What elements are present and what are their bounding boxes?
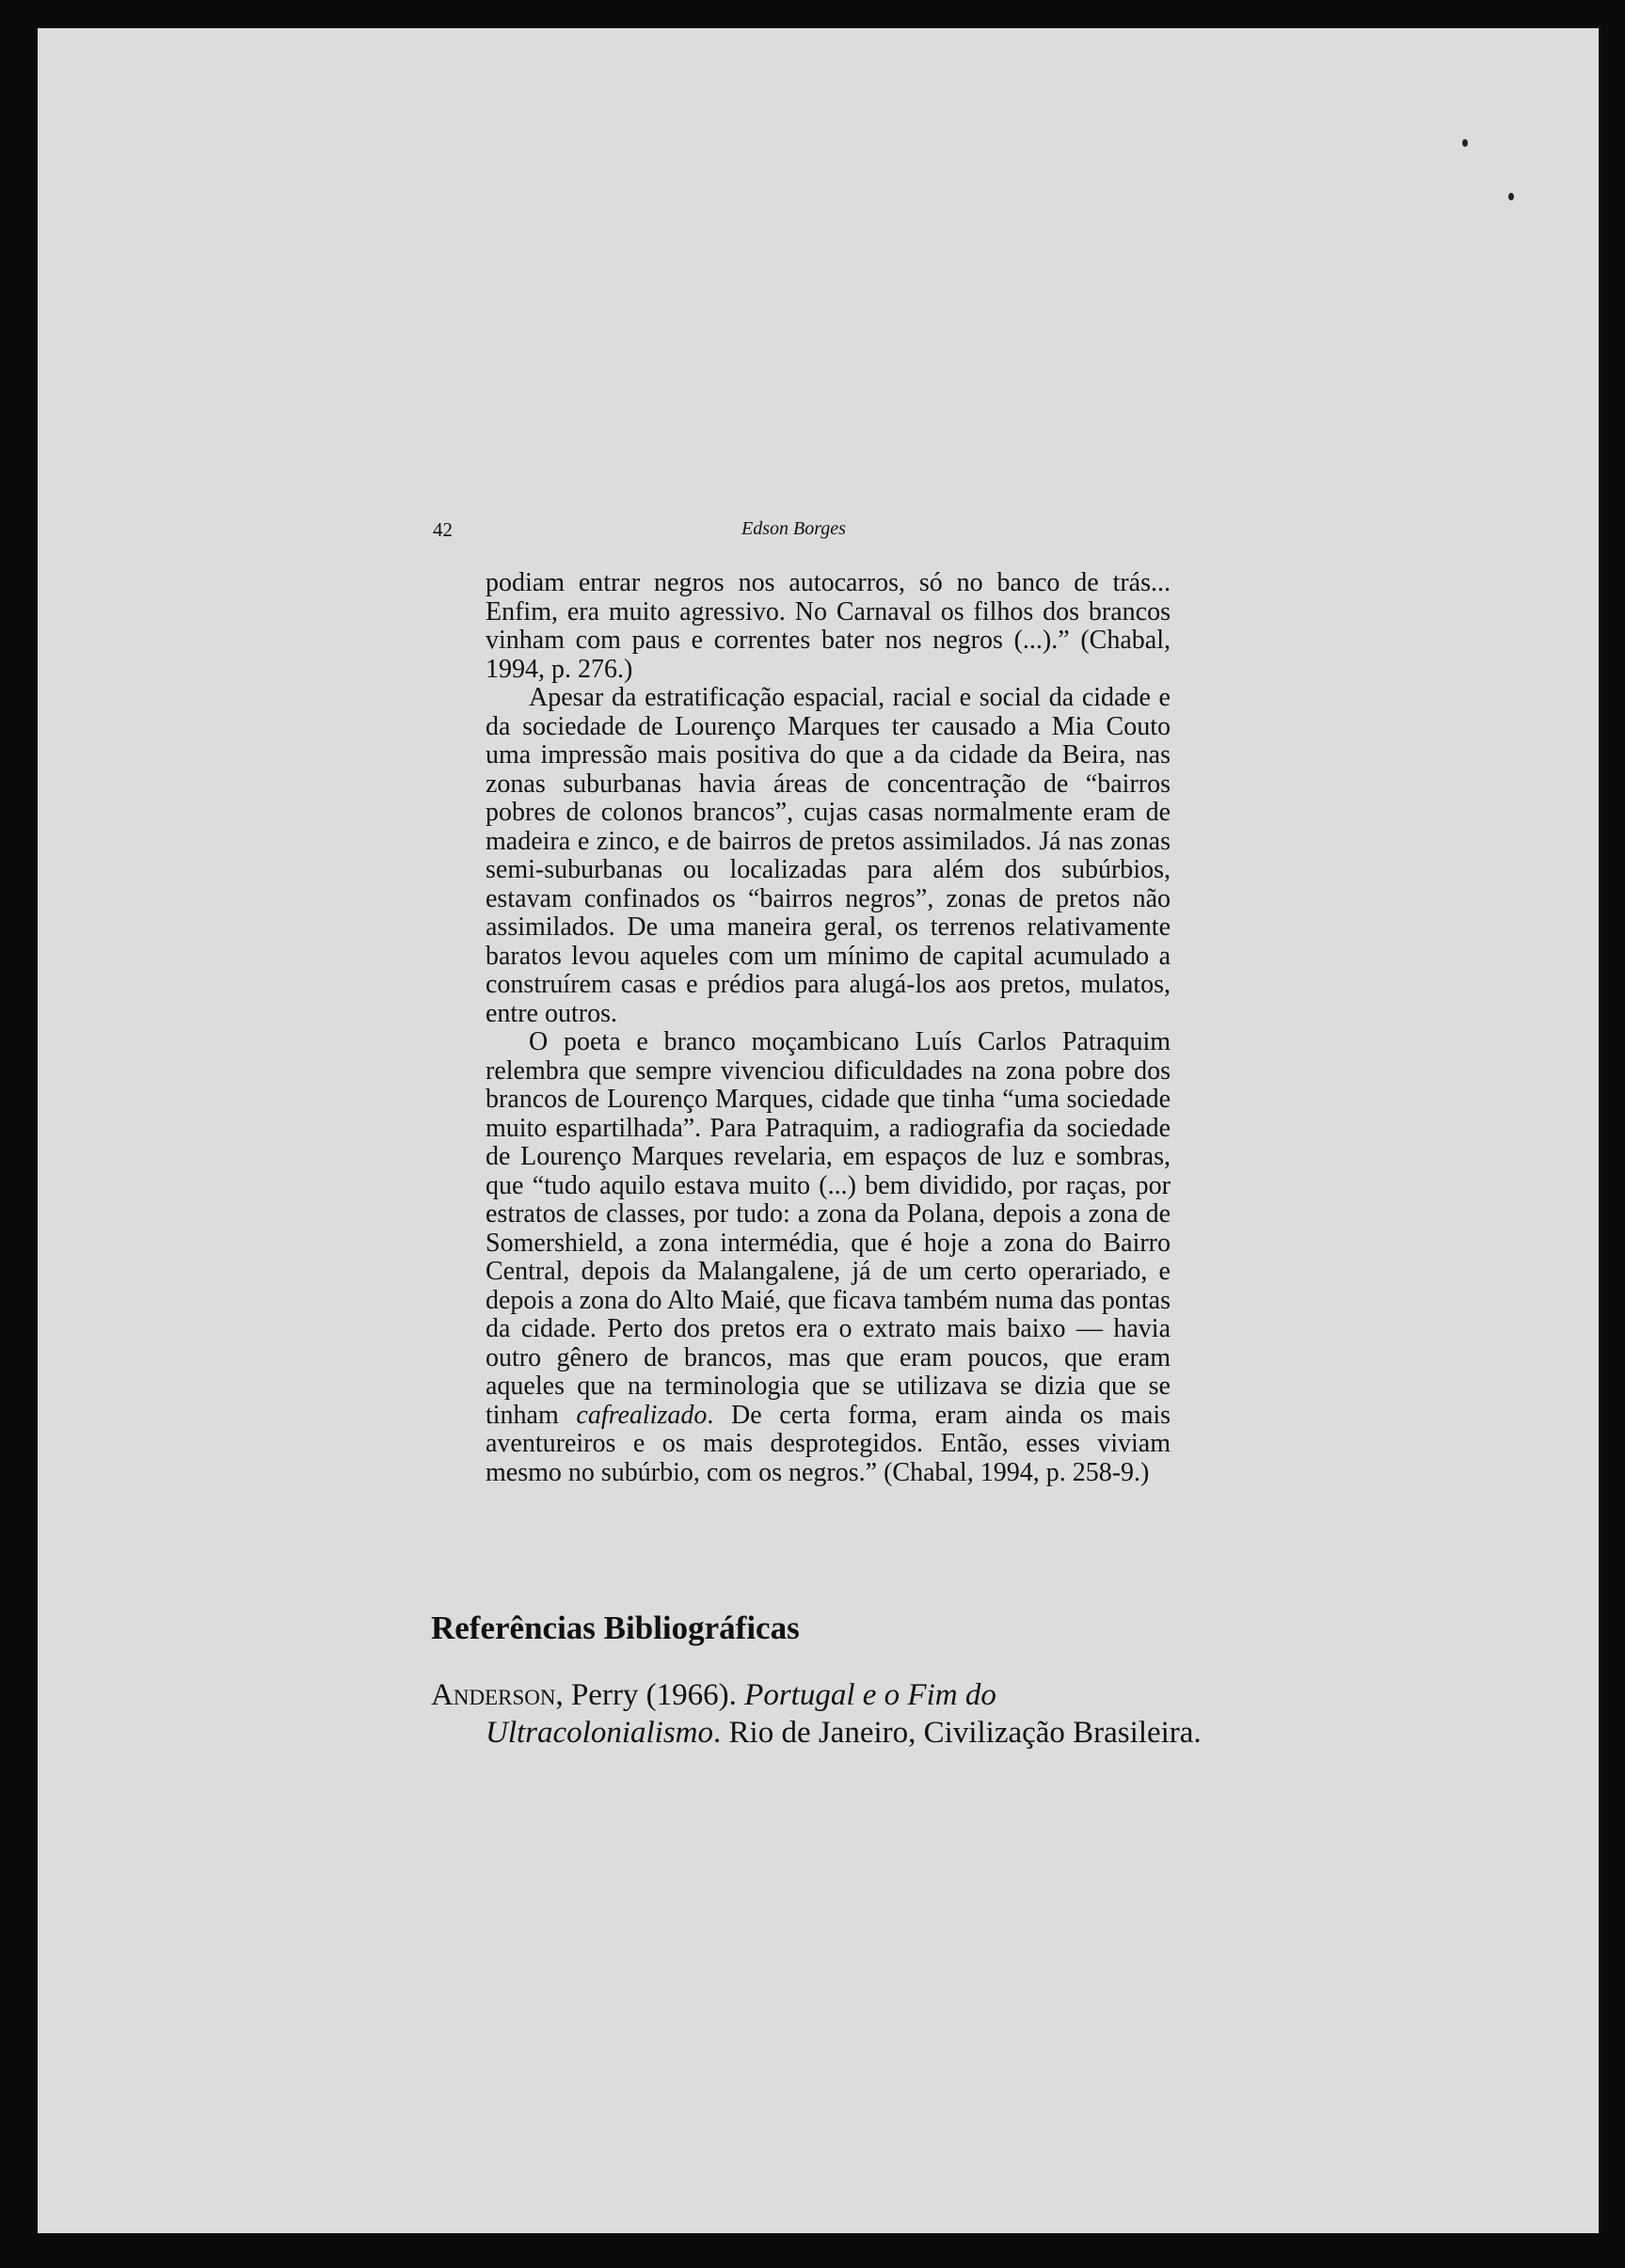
paragraph-3	[486, 1028, 1171, 1487]
paragraph-2: Apesar da estratificação espacial, racial e social da cidade e da sociedade de Lourenço Marques ter causado a Mia Couto uma impressão mais positiva do que a da cidade da Beira, nas zonas suburbanas havia áreas de concentração de “bairros pobres de colonos brancos”, cujas casas normalmente eram de madeira e zinco, e de bairros de pretos assimilados. Já nas zonas semi-suburbanas ou localizadas para além dos subúrbios, estavam confinados os “bairros negros”, zonas de pretos não assimilados. De uma maneira geral, os terrenos relativamente baratos levou aqueles com um mínimo de capital acumulado a construírem casas e prédios para alugá-los aos pretos, mulatos, entre outros.	[486, 683, 1171, 1028]
reference-author: Anderson	[431, 1678, 556, 1712]
paper-speck	[1508, 193, 1514, 200]
references-heading: Referências Bibliográficas	[431, 1610, 800, 1646]
paragraph-3-end: . De certa forma, eram ainda os mais aventureiros e os mais desprotegidos. Então, esses viviam mesmo no subúrbio, com os negros.” (Chabal, 1994, p. 258-9.)	[486, 1400, 1171, 1487]
reference-publisher: . Rio de Janeiro, Civilização Brasileira.	[713, 1716, 1202, 1750]
page-number: 42	[433, 518, 453, 541]
running-title: Edson Borges	[741, 518, 846, 539]
reference-entry	[431, 1676, 1229, 1752]
paragraph-1: podiam entrar negros nos autocarros, só no banco de trás... Enfim, era muito agressivo. No Carnaval os filhos dos brancos vinham com paus e correntes bater nos negros (...).” (Chabal, 1994, p. 276.)	[486, 568, 1171, 684]
reference-author-rest: , Perry (1966).	[555, 1678, 745, 1712]
paragraph-3-text: O poeta e branco moçambicano Luís Carlos Patraquim relembra que sempre vivenciou dificuldades na zona pobre dos brancos de Lourenço Marques, cidade que tinha “uma sociedade muito espartilhada”. Para Patraquim, a radiografia da sociedade de Lourenço Marques revelaria, em espaços de luz e sombras, que “tudo aquilo estava muito (...) bem dividido, por raças, por estratos de classes, por tudo: a zona da Polana, depois a zona de Somershield, a zona intermédia, que é hoje a zona do Bairro Central, depois da Malangalene, já de um certo operariado, e depois a zona do Alto Maié, que ficava também numa das pontas da cidade. Perto dos pretos era o extrato mais baixo — havia outro gênero de brancos, mas que eram poucos, que eram aqueles que na terminologia que se utilizava se dizia que se tinham	[486, 1027, 1171, 1430]
reference-title: Portugal e o Fim do Ultracolonialismo	[486, 1678, 996, 1750]
paper-speck	[1462, 139, 1468, 147]
running-header	[433, 518, 1186, 547]
body-text	[486, 569, 1171, 1487]
italic-term: cafrealizado	[576, 1400, 708, 1430]
